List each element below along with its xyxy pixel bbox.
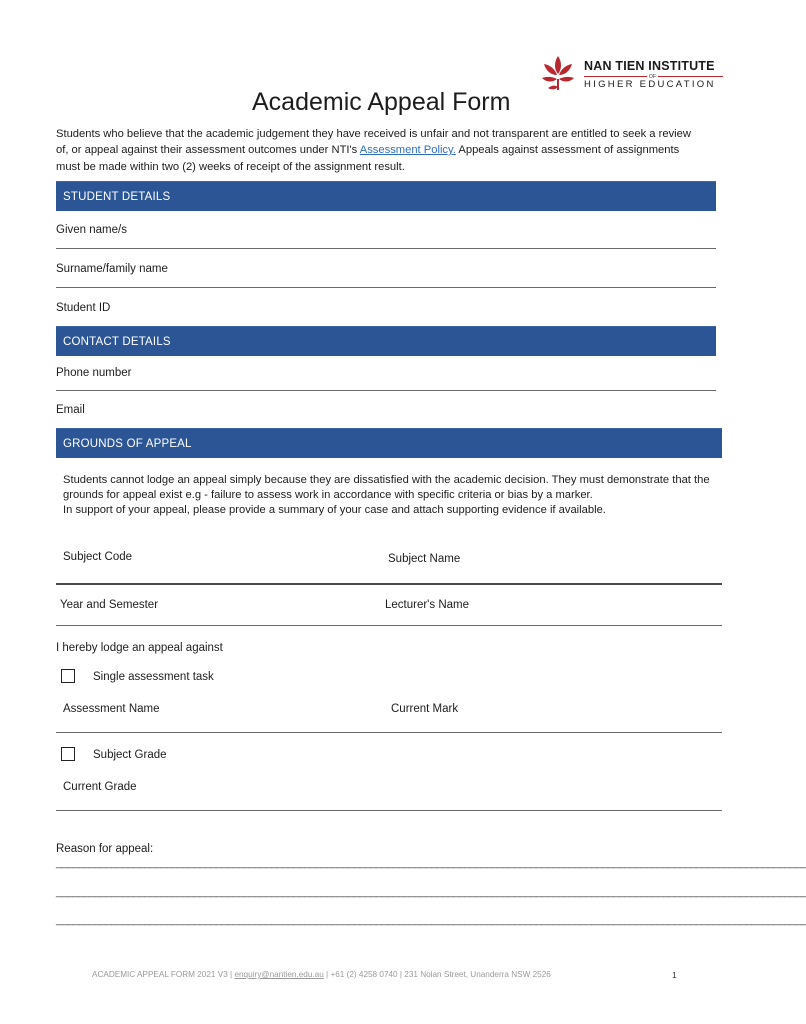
page-number: 1 [672, 970, 677, 980]
assessment-field[interactable] [56, 732, 722, 733]
intro-text-after: Appeals against assessment of assignments must be made within two (2) weeks of receipt of the assignment result. [56, 144, 680, 173]
lotus-flower-icon [538, 52, 578, 92]
given-names-field[interactable] [56, 248, 716, 249]
reason-line-3[interactable]: ________________________________________________________________________________________________________________________________________ [56, 914, 806, 926]
lecturer-name-label: Lecturer's Name [385, 599, 470, 611]
section-header-grounds-of-appeal: GROUNDS OF APPEAL [56, 428, 722, 458]
grounds-line-2: In support of your appeal, please provide a summary of your case and attach supporting evidence if available. [63, 504, 606, 516]
grounds-text [63, 473, 713, 518]
intro-text-before: Students who believe that the academic judgement they have received is unfair and not transparent are entitled to seek a review of, or appeal against their assessment outcomes under NTI's [56, 128, 691, 157]
surname-field[interactable] [56, 287, 716, 288]
reason-line-1[interactable]: ________________________________________________________________________________________________________________________________________ [56, 857, 806, 869]
footer-text-before: ACADEMIC APPEAL FORM 2021 V3 | [92, 970, 235, 979]
footer-email-link[interactable]: enquiry@nantien.edu.au [234, 970, 324, 979]
intro-paragraph [56, 126, 696, 175]
subject-code-label: Subject Code [63, 551, 133, 563]
current-mark-label: Current Mark [391, 703, 459, 715]
current-grade-label: Current Grade [63, 781, 137, 793]
logo-subtitle: HIGHER EDUCATION [584, 79, 716, 90]
assessment-policy-link[interactable]: Assessment Policy. [359, 144, 456, 157]
email-label: Email [56, 404, 85, 416]
given-names-label: Given name/s [56, 224, 127, 236]
subject-grade-checkbox[interactable] [61, 747, 75, 761]
single-assessment-checkbox[interactable] [61, 669, 75, 683]
logo-of: OF [649, 74, 656, 80]
institute-logo [538, 52, 728, 92]
subject-name-label: Subject Name [388, 553, 461, 565]
year-lecturer-field[interactable] [56, 625, 722, 626]
section-header-contact-details: CONTACT DETAILS [56, 326, 716, 356]
subject-field[interactable] [56, 583, 722, 585]
phone-field[interactable] [56, 390, 716, 391]
subject-grade-label: Subject Grade [93, 749, 167, 761]
grounds-line-1: Students cannot lodge an appeal simply because they are dissatisfied with the academic decision. They must demonstrate that the grounds for appeal exist e.g - failure to assess work in accordance with specific criteria or bias by a marker. [63, 474, 710, 501]
current-grade-field[interactable] [56, 810, 722, 811]
footer-text-after: | +61 (2) 4258 0740 | 231 Nolan Street, Unanderra NSW 2526 [323, 970, 551, 979]
phone-label: Phone number [56, 367, 132, 379]
student-id-label: Student ID [56, 302, 111, 314]
assessment-name-label: Assessment Name [63, 703, 160, 715]
section-header-student-details: STUDENT DETAILS [56, 181, 716, 211]
surname-label: Surname/family name [56, 263, 168, 275]
reason-line-2[interactable]: ________________________________________________________________________________________________________________________________________ [56, 886, 806, 898]
page-title: Academic Appeal Form [252, 88, 511, 116]
year-semester-label: Year and Semester [60, 599, 159, 611]
reason-label: Reason for appeal: [56, 843, 154, 855]
lodge-appeal-label: I hereby lodge an appeal against [56, 642, 223, 654]
footer [92, 970, 551, 979]
single-assessment-label: Single assessment task [93, 671, 214, 683]
logo-name: NAN TIEN INSTITUTE [584, 59, 715, 73]
